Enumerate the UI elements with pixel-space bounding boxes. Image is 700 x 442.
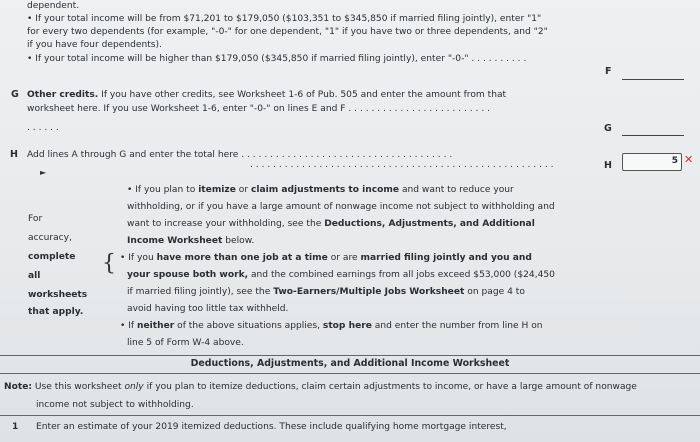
- worksheet-line1-text: Enter an estimate of your 2019 itemized deductions. These include qualifying home mortgage interest,: [36, 422, 507, 432]
- side-label-2: complete: [28, 252, 76, 262]
- worksheet-note: Note: Use this worksheet only if you plan to itemize deductions, claim certain adjustments to income, or have a large amount of nonwage: [4, 382, 637, 392]
- incorrect-x-icon: ✕: [684, 153, 694, 166]
- worksheet-top-rule: [0, 355, 700, 356]
- worksheet-line1-num: 1: [12, 422, 19, 432]
- side-label-3: all: [28, 271, 41, 281]
- line-h-dots: . . . . . . . . . . . . . . . . . . . . . . . . . . . . . . . . . . . . . . . . . . . . . . . . . . . . .: [250, 160, 554, 170]
- instr-b2-l3: if married filing jointly), see the Two-Earners/Multiple Jobs Worksheet on page 4 to: [127, 287, 525, 297]
- line-h-input[interactable]: [622, 153, 682, 171]
- side-label-0: For: [28, 214, 43, 224]
- instr-b2-l1: • If you have more than one job at a time or are married filing jointly and you and: [120, 253, 532, 263]
- dependents-line0: dependent.: [27, 1, 80, 11]
- worksheet-title: Deductions, Adjustments, and Additional Income Worksheet: [190, 358, 510, 369]
- instr-b2-l2: your spouse both work, and the combined earnings from all jobs exceed $53,000 ($24,450: [127, 270, 555, 280]
- dependents-bullet1-line3: if you have four dependents).: [27, 40, 162, 50]
- line-g-text1: Other credits. If you have other credits, see Worksheet 1-6 of Pub. 505 and enter the amount from that: [27, 90, 507, 100]
- side-label-5: that apply.: [28, 307, 84, 317]
- instr-b1-l3: want to increase your withholding, see the Deductions, Adjustments, and Additional: [127, 219, 535, 229]
- line-h-label: H: [10, 149, 18, 160]
- line-g-text3: . . . . . .: [27, 123, 59, 133]
- instr-b3-l2: line 5 of Form W-4 above.: [127, 338, 244, 348]
- dependents-bullet2-line1: • If your total income will be higher than $179,050 ($345,850 if married filing jointly), enter "-0-" . . . . . . . . . .: [27, 54, 527, 64]
- worksheet-note-line2: income not subject to withholding.: [36, 400, 194, 410]
- side-label-4: worksheets: [28, 290, 88, 300]
- line-f-letter: F: [605, 66, 612, 77]
- line-h-value: 5: [671, 156, 678, 166]
- line-g-text2: worksheet here. If you use Worksheet 1-6, enter "-0-" on lines E and F . . . . . . . . . . . . . . . . . . . . . . . . .: [27, 104, 491, 114]
- arrow-icon: ►: [40, 168, 47, 177]
- line-g-letter: G: [604, 123, 612, 134]
- instr-b1-l4: Income Worksheet below.: [127, 236, 255, 246]
- instr-b3-l1: • If neither of the above situations applies, stop here and enter the number from line H on: [120, 321, 543, 331]
- line-g-input[interactable]: [622, 135, 684, 136]
- instr-b1-l2: withholding, or if you have a large amount of nonwage income not subject to withholding and: [127, 202, 555, 212]
- worksheet-note-rule: [0, 415, 700, 416]
- brace-icon: {: [102, 251, 116, 276]
- worksheet-title-rule: [0, 373, 700, 374]
- line-f-input[interactable]: [622, 79, 684, 80]
- instr-b2-l4: avoid having too little tax withheld.: [127, 304, 289, 314]
- line-h-letter: H: [604, 160, 612, 171]
- side-label-1: accuracy,: [28, 233, 72, 243]
- instr-b1-l1: • If you plan to itemize or claim adjustments to income and want to reduce your: [127, 185, 514, 195]
- line-g-label: G: [11, 89, 19, 100]
- dependents-bullet1-line2: for every two dependents (for example, "-0-" for one dependent, "1" if you have two or three dependents, and "2": [27, 27, 548, 37]
- line-h-text: Add lines A through G and enter the total here . . . . . . . . . . . . . . . . . . . . . . . . . . . . . . . . . . . . .: [27, 150, 453, 160]
- dependents-bullet1-line1: • If your total income will be from $71,201 to $179,050 ($103,351 to $345,850 if married filing jointly), enter "1": [27, 14, 542, 24]
